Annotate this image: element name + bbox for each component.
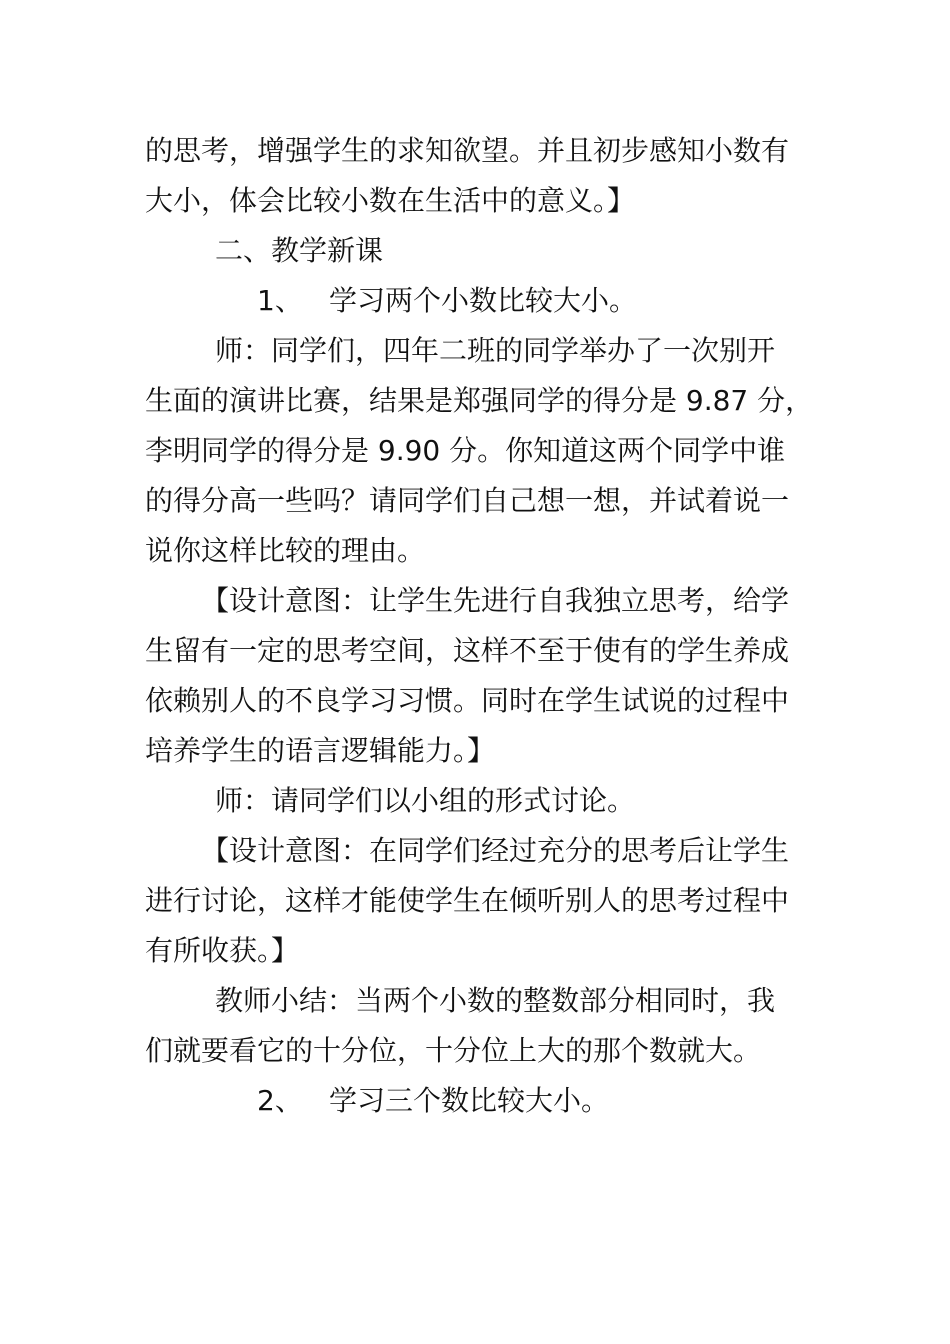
- text-line: 进行讨论，这样才能使学生在倾听别人的思考过程中: [145, 884, 790, 917]
- text-line: 有所收获。】: [145, 934, 300, 967]
- heading-number: 1、: [257, 284, 303, 317]
- text-line: 依赖别人的不良学习习惯。同时在学生试说的过程中: [145, 684, 790, 717]
- text-line: 们就要看它的十分位，十分位上大的那个数就大。: [145, 1034, 762, 1067]
- text-line: 的得分高一些吗？请同学们自己想一想，并试着说一: [145, 484, 790, 517]
- text-line: 【设计意图：让学生先进行自我独立思考，给学: [201, 584, 790, 617]
- text-line: 教师小结：当两个小数的整数部分相同时，我: [215, 984, 776, 1017]
- paragraph-teacher-question: [145, 326, 814, 576]
- numbered-heading-line: [145, 1076, 810, 1126]
- text-line: 【设计意图：在同学们经过充分的思考后让学生: [201, 834, 790, 867]
- numbered-heading-1: [145, 276, 810, 326]
- heading-text: 学习三个数比较大小。: [329, 1084, 610, 1117]
- heading-text: 学习两个小数比较大小。: [329, 284, 638, 317]
- heading-number: 2、: [257, 1084, 303, 1117]
- text-line: 大小，体会比较小数在生活中的意义。】: [145, 184, 636, 217]
- paragraph-teacher-summary: [145, 976, 810, 1076]
- text-line: 生留有一定的思考空间，这样不至于使有的学生养成: [145, 634, 790, 667]
- document-body: [145, 126, 814, 1126]
- numbered-heading-2: [145, 1076, 810, 1126]
- text-line: 生面的演讲比赛，结果是郑强同学的得分是 9.87 分，: [145, 384, 814, 417]
- paragraph-teacher-instruction: [145, 776, 810, 826]
- text-line: 师：请同学们以小组的形式讨论。: [215, 784, 636, 817]
- paragraph-design-intent-1: [145, 576, 810, 776]
- text-line: 的思考，增强学生的求知欲望。并且初步感知小数有: [145, 134, 790, 167]
- section-heading-text: 二、教学新课: [215, 234, 384, 267]
- text-line: 说你这样比较的理由。: [145, 534, 426, 567]
- paragraph-continuation: [145, 126, 810, 226]
- text-line: 培养学生的语言逻辑能力。】: [145, 734, 496, 767]
- text-line: 李明同学的得分是 9.90 分。你知道这两个同学中谁: [145, 434, 786, 467]
- paragraph-design-intent-2: [145, 826, 810, 976]
- section-heading: [145, 226, 810, 276]
- numbered-heading-line: [145, 276, 810, 326]
- text-line: 师：同学们，四年二班的同学举办了一次别开: [215, 334, 776, 367]
